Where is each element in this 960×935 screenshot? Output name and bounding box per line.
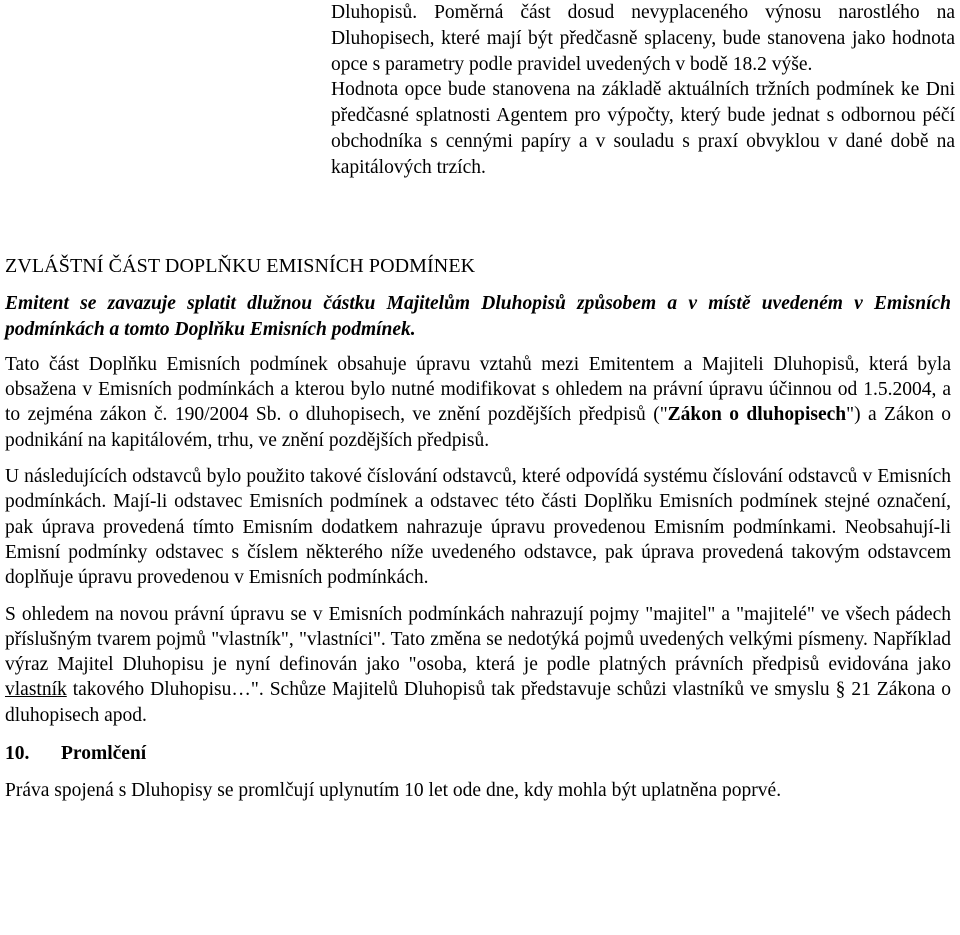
paragraph-legal-basis-text-end: ") a Zákon o podnikání na kapitálovém, trhu, ve znění pozdějších předpisů. (5, 404, 952, 451)
item-title: Promlčení (61, 743, 147, 765)
special-part-section (5, 254, 951, 815)
clause-paragraph-option-value: Hodnota opce bude stanovena na základě aktuálních tržních podmínek ke Dni předčasné splatnosti Agentem pro výpočty, který bude jednat s odbornou péčí obchodníka s cennými papíry a v souladu s praxí obvyklou v dané době na kapitálových trzích. (331, 79, 955, 178)
paragraph-legal-basis-text: Tato část Doplňku Emisních podmínek obsahuje úpravu vztahů mezi Emitentem a Majiteli Dluhopisů, která byla obsažena v Emisních podmínkách a kterou bylo nutné modifikovat s ohledem na právní úpravu účinnou od 1.5.2004, a to zejména zákon č. 190/2004 Sb. o dluhopisech, ve znění pozdějších předpisů (" (5, 353, 951, 426)
paragraph-terminology-text-end: takového Dluhopisu…". Schůze Majitelů Dluhopisů tak představuje schůzi vlastníků ve smyslu § 21 Zákona o dluhopisech apod. (5, 679, 951, 726)
underlined-term-owner: vlastník (5, 679, 67, 701)
clause-paragraph-early-redemption: Dluhopisů. Poměrná část dosud nevyplaceného výnosu narostlého na Dluhopisech, které mají být předčasně splaceny, bude stanovena jako hodnota opce s parametry podle pravidel uvedených v bodě 18.2 výše. (331, 2, 955, 75)
item-number: 10. (5, 743, 30, 765)
section-heading: ZVLÁŠTNÍ ČÁST DOPLŇKU EMISNÍCH PODMÍNEK (5, 255, 476, 277)
paragraph-numbering: U následujících odstavců bylo použito takové číslování odstavců, které odpovídá systému číslování odstavců v Emisních podmínkách. Mají-li odstavec Emisních podmínek a odstavec této části Doplňku Emisních podmínek stejné označení, pak úprava provedená tímto Emisním dodatkem nahrazuje úpravu provedenou Emisním podmínkami. Neobsahují-li Emisní podmínky odstavec s číslem některého níže uvedeného odstavce, pak úprava provedená takovým odstavcem doplňuje úpravu provedenou v Emisních podmínkách. (5, 466, 951, 589)
continued-clause (331, 0, 955, 181)
paragraph-terminology (5, 602, 951, 728)
section-intro: Emitent se zavazuje splatit dlužnou částku Majitelům Dluhopisů způsobem a v místě uvedeném v Emisních podmínkách a tomto Doplňku Emisních podmínek. (5, 293, 951, 340)
paragraph-terminology-text: S ohledem na novou právní úpravu se v Emisních podmínkách nahrazují pojmy "majitel" a "majitelé" ve všech pádech příslušným tvarem pojmů "vlastník", "vlastníci". Tato změna se nedotýká pojmů uvedených velkými písmeny. Například výraz Majitel Dluhopisu je nyní definován jako "osoba, která je podle platných právních předpisů evidována jako (5, 603, 951, 676)
item-heading (5, 741, 951, 766)
defined-term-bonds-act: Zákon o dluhopisech (667, 404, 847, 426)
item-text: Práva spojená s Dluhopisy se promlčují uplynutím 10 let ode dne, kdy mohla být uplatněna poprvé. (5, 780, 782, 802)
paragraph-legal-basis (5, 352, 951, 453)
